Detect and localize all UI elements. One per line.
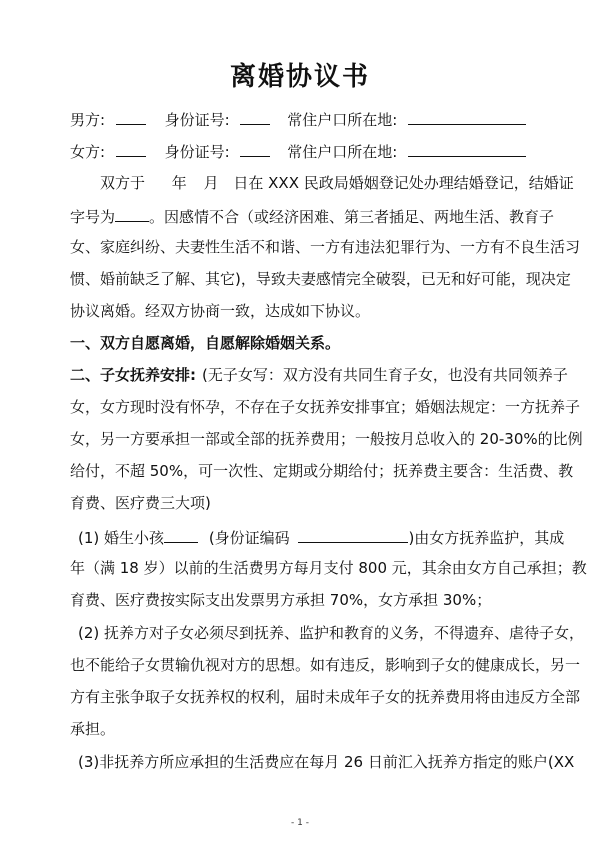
section-2-line-2: 女，女方现时没有怀孕，不存在子女抚养安排事宜；婚姻法规定：一方抚养子 bbox=[70, 398, 581, 416]
intro-text: 字号为 bbox=[70, 208, 116, 226]
intro-text: 。因感情不合（或经济困难、第三者插足、两地生活、教育子 bbox=[149, 208, 555, 226]
intro-text: 双方于 bbox=[100, 174, 146, 192]
intro-line-4: 惯、婚前缺乏了解、其它)，导致夫妻感情完全破裂，已无和好可能，现决定 bbox=[70, 270, 571, 288]
child-name-blank bbox=[164, 526, 198, 543]
male-residence-blank bbox=[408, 108, 526, 125]
female-residence-label: 常住户口所在地: bbox=[287, 143, 398, 161]
item-1-text: (1) 婚生小孩 bbox=[78, 529, 165, 547]
item-3-line-1: (3)非抚养方所应承担的生活费应在每月 26 日前汇入抚养方指定的账户(XX bbox=[78, 753, 575, 771]
male-party-row bbox=[70, 108, 550, 130]
item-2-line-4: 承担。 bbox=[70, 720, 116, 738]
male-label: 男方: bbox=[70, 111, 106, 129]
female-name-blank bbox=[116, 140, 146, 157]
item-2-line-2: 也不能给子女贯输仇视对方的思想。如有违反，影响到子女的健康成长，另一 bbox=[70, 656, 581, 674]
child-id-blank bbox=[298, 526, 408, 543]
item-1-line-1 bbox=[78, 526, 565, 548]
section-2-line-1 bbox=[70, 365, 568, 385]
intro-text: 年 bbox=[171, 174, 187, 192]
male-residence-label: 常住户口所在地: bbox=[287, 111, 398, 129]
intro-text: 月 bbox=[203, 174, 219, 192]
item-2-line-1: (2) 抚养方对子女必须尽到抚养、监护和教育的义务，不得遗弃、虐待子女， bbox=[78, 624, 585, 642]
intro-line-2 bbox=[70, 205, 555, 227]
female-label: 女方: bbox=[70, 143, 106, 161]
item-1-text: )由女方抚养监护，其成 bbox=[408, 529, 565, 547]
intro-line-3: 女、家庭纠纷、夫妻性生活不和谐、一方有违法犯罪行为、一方有不良生活习 bbox=[70, 238, 581, 256]
page-title: 离婚协议书 bbox=[229, 62, 370, 92]
male-id-blank bbox=[240, 108, 270, 125]
page-number: - 1 - bbox=[291, 818, 309, 828]
female-id-label: 身份证号: bbox=[164, 143, 230, 161]
male-id-label: 身份证号: bbox=[164, 111, 230, 129]
section-2-text: (无子女写：双方没有共同生育子女，也没有共同领养子 bbox=[202, 366, 568, 384]
female-id-blank bbox=[240, 140, 270, 157]
intro-line-5: 协议离婚。经双方协商一致，达成如下协议。 bbox=[70, 302, 371, 320]
certificate-number-blank bbox=[115, 205, 149, 222]
section-2-line-4: 给付，不超 50%，可一次性、定期或分期给付；抚养费主要含：生活费、教 bbox=[70, 462, 574, 480]
section-2-line-5: 育费、医疗费三大项) bbox=[70, 494, 211, 512]
female-party-row bbox=[70, 140, 550, 162]
female-residence-blank bbox=[408, 140, 526, 157]
intro-text: 日在 XXX 民政局婚姻登记处办理结婚登记，结婚证 bbox=[233, 174, 574, 192]
intro-line-1 bbox=[100, 173, 580, 193]
item-1-line-3: 育费、医疗费按实际支出发票男方承担 70%，女方承担 30%； bbox=[70, 591, 492, 609]
male-name-blank bbox=[116, 108, 146, 125]
item-1-line-2: 年（满 18 岁）以前的生活费男方每月支付 800 元，其余由女方自己承担；教 bbox=[70, 559, 587, 577]
item-2-line-3: 方有主张争取子女抚养权的权利，届时未成年子女的抚养费用将由违反方全部 bbox=[70, 688, 581, 706]
item-1-text: (身份证编码 bbox=[208, 529, 290, 547]
section-2-heading: 二、子女抚养安排: bbox=[70, 366, 196, 384]
section-2-line-3: 女，另一方要承担一部或全部的抚养费用；一般按月总收入的 20-30%的比例 bbox=[70, 430, 583, 448]
section-1-heading: 一、双方自愿离婚，自愿解除婚姻关系。 bbox=[70, 334, 341, 352]
